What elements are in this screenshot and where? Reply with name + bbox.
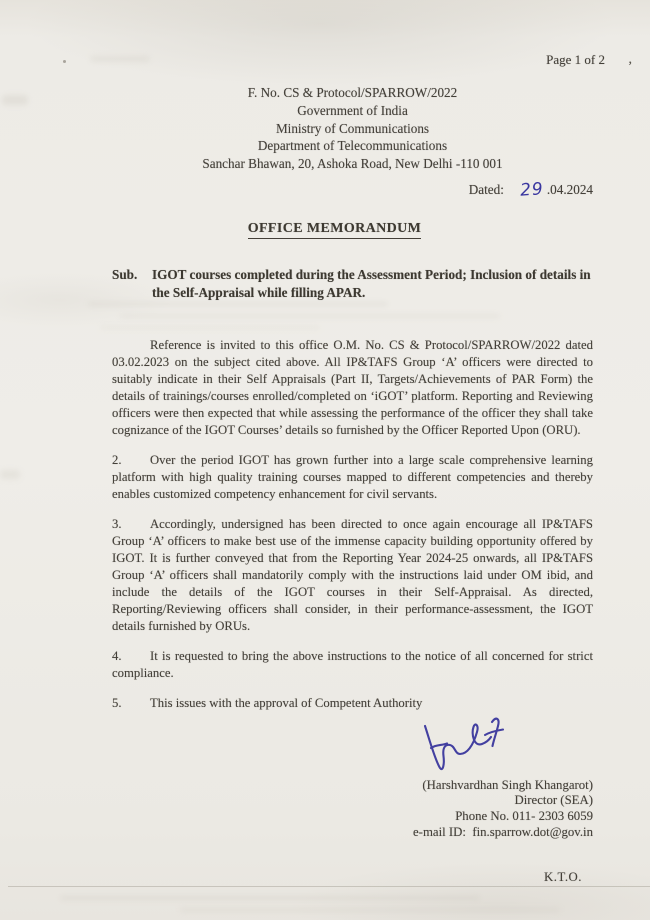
signature-area	[112, 714, 593, 840]
ink-speck	[63, 60, 66, 63]
page-number: Page 1 of 2	[546, 52, 605, 67]
handwritten-date-day: 29	[519, 179, 545, 201]
bleed-through-artifact	[180, 908, 560, 912]
paragraph-4	[112, 648, 593, 682]
signatory-designation: Director (SEA)	[514, 793, 593, 808]
paragraph-3	[112, 516, 593, 635]
paragraph-2	[112, 452, 593, 503]
org-line-address: Sanchar Bhawan, 20, Ashoka Road, New Delhi -110 001	[202, 156, 503, 172]
paragraph-text: Accordingly, undersigned has been directed to once again encourage all IP&TAFS Group ‘A’ officers to make best use of the immense capacity building opportunity offered by IGOT. It is further conveyed that from the Reporting Year 2024-25 onwards, all IP&TAFS Group ‘A’ officers shall mandatorily comply with the instructions laid under OM ibid, and include the details of the IGOT courses in their Self-Appraisal. As directed, Reporting/Reviewing officers shall consider, in their performance-assessment, the IGOT details furnished by ORUs.	[112, 516, 593, 633]
subject-text: IGOT courses completed during the Assessment Period; Inclusion of details in the Self-Appraisal while filling APAR.	[152, 266, 591, 301]
date-line	[112, 179, 593, 207]
file-number: F. No. CS & Protocol/SPARROW/2022	[247, 85, 458, 100]
subject-block	[112, 266, 593, 303]
scan-edge-line	[8, 886, 650, 887]
paragraph-number: 3.	[112, 516, 122, 531]
subject-label: Sub.	[112, 266, 138, 282]
bleed-through-artifact	[2, 95, 28, 105]
memo-title: OFFICE MEMORANDUM	[248, 221, 422, 239]
paragraph-text: Over the period IGOT has grown further into a large scale comprehensive learning platform with high quality training courses mapped to different competencies and thereby enables customized competency enhancement for civil servants.	[112, 452, 593, 501]
letterhead	[112, 84, 593, 173]
paragraph-1	[112, 337, 593, 439]
bleed-through-artifact	[0, 470, 20, 479]
paragraph-text: Reference is invited to this office O.M. No. CS & Protocol/SPARROW/2022 dated 03.02.2023 on the subject cited above. All IP&TAFS Group ‘A’ officers were directed to suitably indicate in their Self Appraisals (Part II, Targets/Achievements of PAR Form) the details of trainings/courses enrolled/completed on ‘iGOT’ platform. Reporting and Reviewing officers were then expected that while assessing the performance of the officer they shall take cognizance of the IGOT Courses’ details so furnished by the Officer Reported Upon (ORU).	[112, 337, 593, 437]
date-rest: .04.2024	[546, 181, 593, 197]
paragraph-number: 5.	[112, 695, 122, 710]
paragraph-text: It is requested to bring the above instructions to the notice of all concerned for strict compliance.	[112, 648, 593, 680]
paragraph-number: 4.	[112, 648, 122, 663]
org-line-department: Department of Telecommunications	[257, 138, 448, 154]
org-line-ministry: Ministry of Communications	[275, 120, 430, 136]
paragraph-5	[112, 695, 593, 712]
signatory-block	[112, 778, 593, 840]
org-line-government: Government of India	[297, 102, 408, 118]
stray-mark: ,	[628, 52, 632, 67]
paragraph-text: This issues with the approval of Competent Authority	[150, 695, 423, 710]
signature-handwriting	[419, 714, 511, 776]
signatory-email: e-mail ID: fin.sparrow.dot@gov.in	[413, 824, 593, 839]
document-body	[112, 0, 593, 885]
signatory-phone: Phone No. 011- 2303 6059	[455, 808, 593, 823]
bleed-through-artifact	[60, 896, 480, 900]
memo-paragraphs	[112, 337, 593, 712]
signatory-name: (Harshvardhan Singh Khangarot)	[422, 777, 593, 792]
paragraph-number: 2.	[112, 452, 122, 467]
dated-label: Dated:	[468, 181, 504, 197]
kto-note: K.T.O.	[544, 870, 582, 885]
